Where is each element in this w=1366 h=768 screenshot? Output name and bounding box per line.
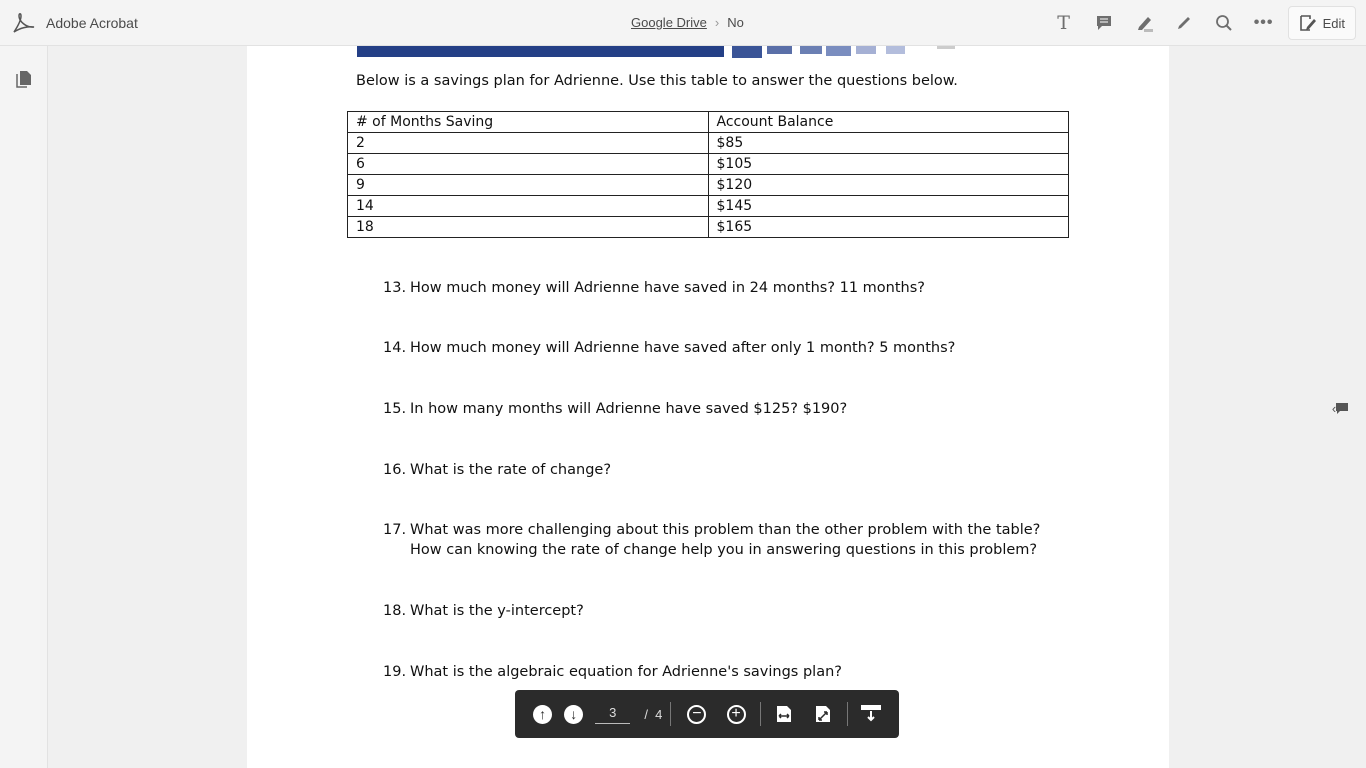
left-rail [0, 46, 48, 768]
table-row [348, 175, 1069, 196]
text-icon[interactable]: T [1057, 12, 1070, 34]
question-18 [383, 601, 1070, 621]
breadcrumb [631, 15, 744, 30]
arrow-up-icon: ↑ [533, 705, 552, 724]
question-number: 19. [383, 664, 407, 680]
question-16 [383, 460, 1070, 480]
question-19 [383, 662, 1070, 682]
cell: 9 [348, 175, 709, 196]
page-number-input[interactable]: 3 [595, 705, 630, 724]
fit-width-icon [776, 705, 792, 723]
intro-text: Below is a savings plan for Adrienne. Use this table to answer the questions below. [356, 73, 958, 89]
edit-label: Edit [1322, 15, 1345, 31]
comment-icon[interactable] [1084, 0, 1124, 46]
savings-table [347, 111, 1069, 238]
question-text: In how many months will Adrienne have saved $125? $190? [410, 401, 848, 417]
search-icon[interactable] [1204, 0, 1244, 46]
comment-icon [1336, 403, 1348, 414]
question-text: What is the y-intercept? [410, 603, 584, 619]
fit-page-icon [815, 705, 831, 723]
cell: 2 [348, 133, 709, 154]
more-icon[interactable]: ••• [1253, 14, 1274, 31]
cell: $105 [708, 154, 1069, 175]
column-header: # of Months Saving [348, 112, 709, 133]
page-total: / 4 [644, 706, 663, 722]
edit-icon [1299, 14, 1317, 32]
zoom-in-button[interactable] [721, 698, 752, 730]
question-number: 16. [383, 462, 407, 478]
question-13 [383, 278, 1070, 298]
chevron-left-icon: ‹ [1331, 400, 1337, 416]
question-number: 15. [383, 401, 407, 417]
question-text: What was more challenging about this problem than the other problem with the table? How can knowing the rate of change help you in answering questions in this problem? [410, 522, 1041, 558]
question-text: What is the rate of change? [410, 462, 612, 478]
table-row [348, 217, 1069, 238]
fit-page-button[interactable] [808, 698, 839, 730]
question-15 [383, 399, 1070, 419]
question-text: What is the algebraic equation for Adrienne's savings plan? [410, 664, 842, 680]
scroll-mode-icon [861, 705, 881, 723]
chevron-right-icon: › [714, 15, 720, 30]
table-row [348, 133, 1069, 154]
zoom-out-icon: − [687, 705, 706, 724]
document-page [247, 46, 1169, 768]
page-header-banner [357, 46, 724, 57]
breadcrumb-google-drive[interactable]: Google Drive [631, 15, 707, 30]
highlight-icon[interactable] [1124, 0, 1164, 46]
app-title: Adobe Acrobat [46, 15, 138, 31]
cell: $145 [708, 196, 1069, 217]
question-text: How much money will Adrienne have saved after only 1 month? 5 months? [410, 340, 956, 356]
table-row [348, 154, 1069, 175]
fit-width-button[interactable] [769, 698, 800, 730]
scroll-mode-button[interactable] [856, 698, 887, 730]
question-text: How much money will Adrienne have saved in 24 months? 11 months? [410, 280, 925, 296]
question-17 [383, 520, 1070, 560]
cell: 18 [348, 217, 709, 238]
cell: $85 [708, 133, 1069, 154]
previous-page-button[interactable] [527, 698, 558, 730]
pages-icon[interactable] [16, 70, 32, 93]
cell: 14 [348, 196, 709, 217]
question-14 [383, 338, 1070, 358]
next-page-button[interactable] [558, 698, 589, 730]
question-number: 13. [383, 280, 407, 296]
edit-button[interactable] [1288, 6, 1356, 40]
cell: 6 [348, 154, 709, 175]
question-number: 18. [383, 603, 407, 619]
acrobat-logo-icon [12, 12, 36, 34]
arrow-down-icon: ↓ [564, 705, 583, 724]
cell: $120 [708, 175, 1069, 196]
page-navigation-toolbar [515, 690, 899, 738]
question-number: 14. [383, 340, 407, 356]
table-header-row [348, 112, 1069, 133]
brand [12, 12, 138, 34]
zoom-out-button[interactable] [681, 698, 712, 730]
cell: $165 [708, 217, 1069, 238]
draw-icon[interactable] [1164, 0, 1204, 46]
question-number: 17. [383, 522, 407, 538]
breadcrumb-current: No [727, 15, 744, 30]
zoom-in-icon: + [727, 705, 746, 724]
column-header: Account Balance [708, 112, 1069, 133]
table-row [348, 196, 1069, 217]
top-bar [0, 0, 1366, 46]
comments-panel-toggle[interactable] [1314, 384, 1366, 432]
